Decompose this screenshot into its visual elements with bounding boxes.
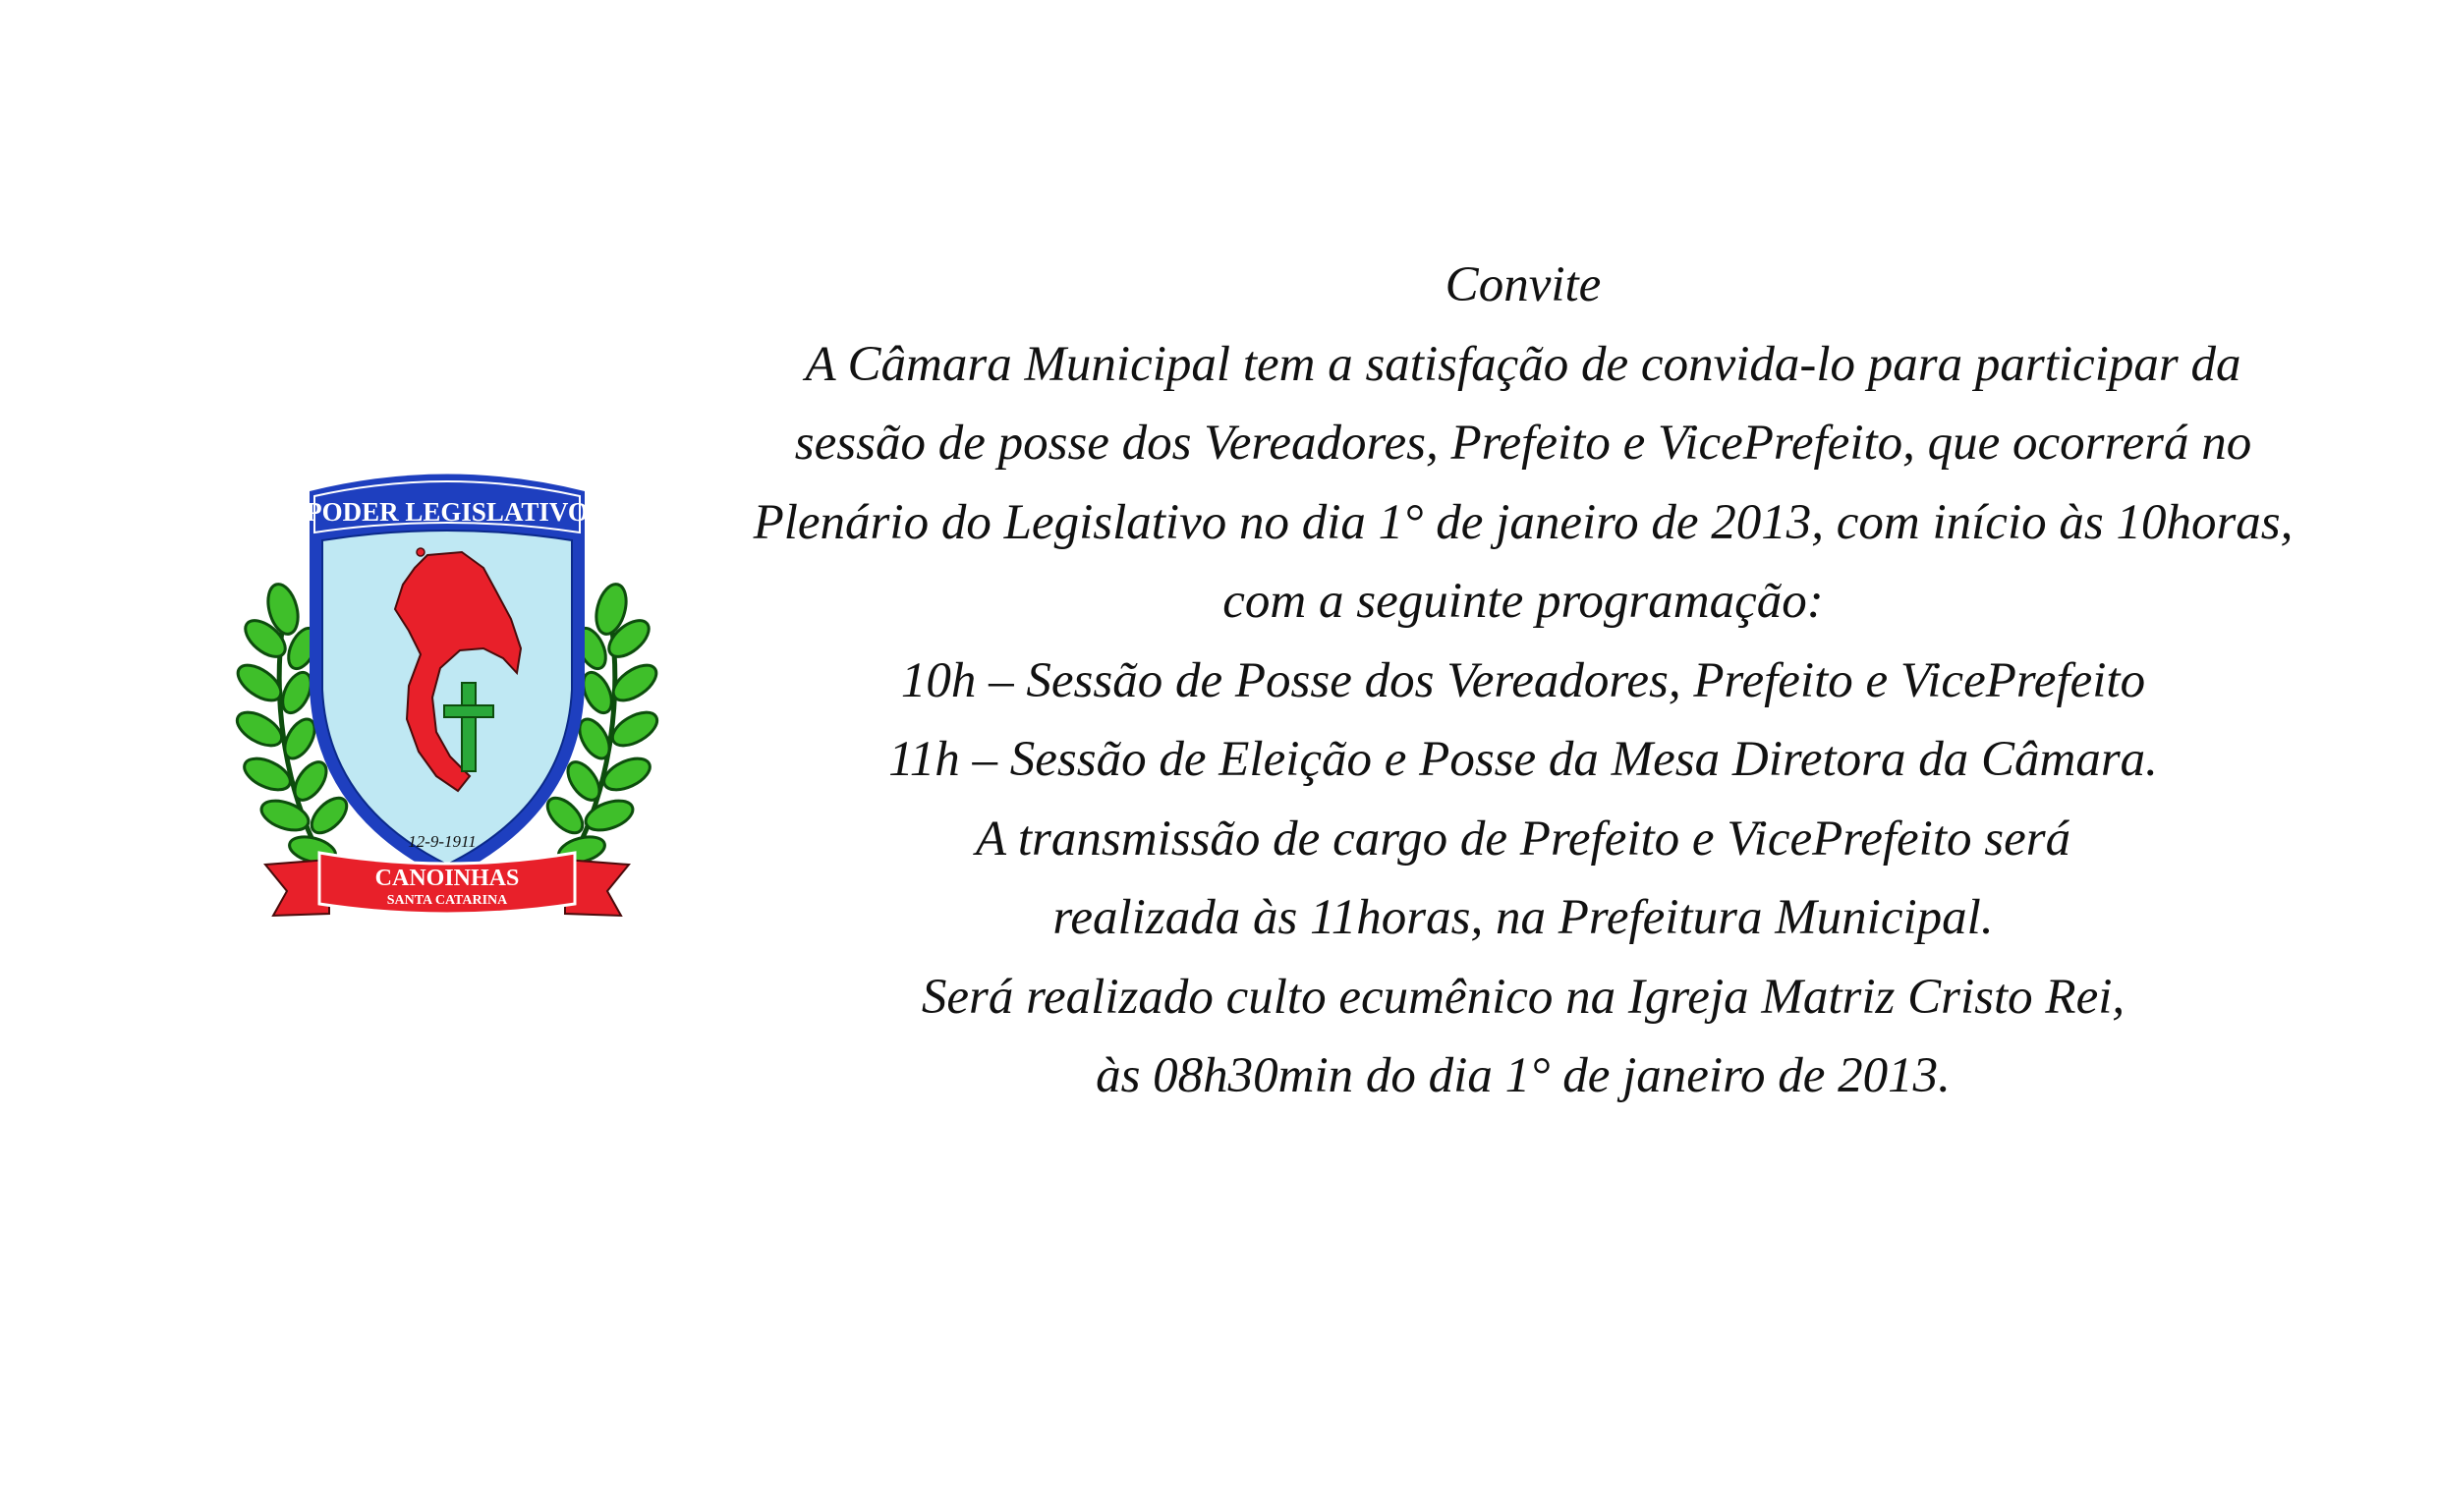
ribbon-state: SANTA CATARINA — [386, 893, 508, 908]
municipal-coat-of-arms — [226, 462, 668, 924]
ribbon-city: CANOINHAS — [374, 866, 520, 891]
invitation-line: sessão de posse dos Vereadores, Prefeito e VicePrefeito, que ocorrerá no — [794, 416, 2252, 471]
invitation-line: realizada às 11horas, na Prefeitura Municipal. — [1052, 890, 1994, 945]
schedule-item: 10h – Sessão de Posse dos Vereadores, Prefeito e VicePrefeito — [900, 652, 2146, 708]
invitation-line: às 08h30min do dia 1° de janeiro de 2013. — [1096, 1048, 1951, 1103]
invitation-text-block — [688, 246, 2358, 1116]
invitation-line: com a seguinte programação: — [1222, 574, 1824, 629]
invitation-line: Plenário do Legislativo no dia 1° de janeiro de 2013, com início às 10horas, — [753, 494, 2294, 550]
schedule-item: 11h – Sessão de Eleição e Posse da Mesa Diretora da Câmara. — [888, 732, 2158, 787]
emblem-title: PODER LEGISLATIVO — [306, 497, 589, 527]
invitation-line: A Câmara Municipal tem a satisfação de convida-lo para participar da — [805, 336, 2241, 392]
founding-date: 12-9-1911 — [408, 832, 477, 851]
invitation-line: Será realizado culto ecumênico na Igreja Matriz Cristo Rei, — [921, 969, 2125, 1025]
invitation-title: Convite — [1445, 257, 1602, 312]
coat-of-arms-icon — [226, 462, 668, 924]
invitation-line: A transmissão de cargo de Prefeito e VicePrefeito será — [975, 811, 2071, 867]
